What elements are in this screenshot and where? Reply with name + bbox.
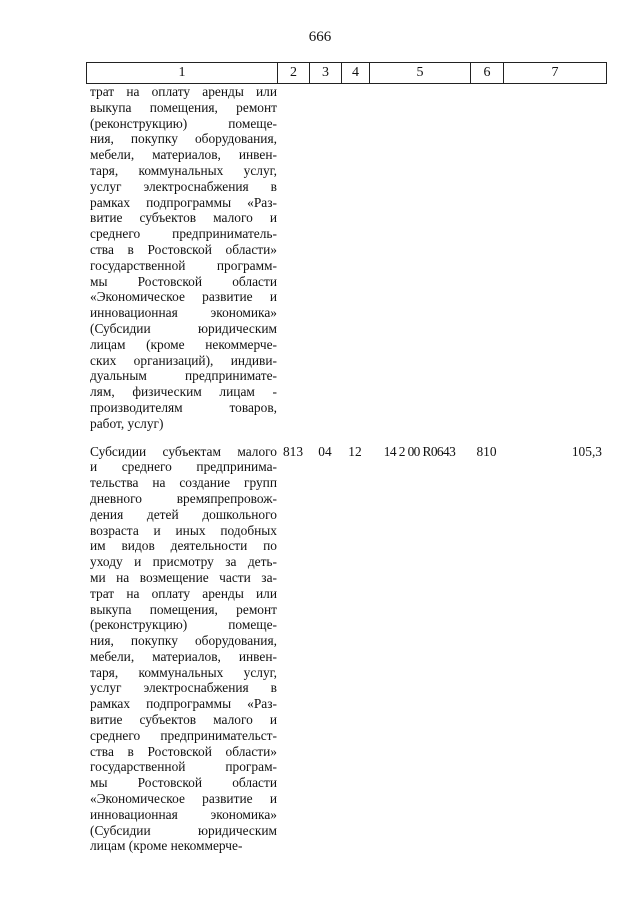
cell-target-article: 14 2 00 R0643 bbox=[383, 443, 456, 459]
description-line: трат на оплату аренды или bbox=[90, 84, 277, 99]
description-line: (реконструкцию) помеще- bbox=[90, 617, 277, 633]
description-line: услуг электроснабжения в bbox=[90, 178, 277, 194]
description-line: рамках подпрограммы «Раз- bbox=[90, 696, 277, 712]
cell-amount: 105,3 bbox=[571, 443, 602, 459]
description-line: работ, услуг) bbox=[90, 415, 164, 431]
row-description bbox=[86, 444, 277, 855]
description-line: дневного времяпрепровож- bbox=[90, 490, 277, 506]
description-line: витие субъектов малого и bbox=[90, 712, 277, 728]
column-header-2: 2 bbox=[278, 63, 310, 84]
description-line: «Экономическое развитие и bbox=[90, 791, 277, 807]
column-header-3: 3 bbox=[310, 63, 342, 84]
column-header-4: 4 bbox=[342, 63, 370, 84]
description-line: государственной програм- bbox=[90, 759, 277, 775]
description-line: мебели, материалов, инвен- bbox=[90, 648, 277, 664]
description-line: таря, коммунальных услуг, bbox=[90, 664, 277, 680]
description-line: ства в Ростовской области» bbox=[90, 743, 277, 759]
column-header-7: 7 bbox=[504, 63, 607, 84]
column-header-5: 5 bbox=[370, 63, 471, 84]
cell-ministry-code: 813 bbox=[282, 443, 304, 459]
description-line: лям, физическим лицам - bbox=[90, 384, 277, 400]
description-line: государственной программ- bbox=[90, 257, 277, 273]
cell-section: 04 bbox=[318, 443, 332, 459]
description-line: дуальным предпринимате- bbox=[90, 368, 277, 384]
page-number: 666 bbox=[308, 29, 332, 45]
row-description bbox=[86, 84, 277, 432]
description-line: лицам (кроме некоммерче- bbox=[90, 336, 277, 352]
description-line: ских организаций), индиви- bbox=[90, 352, 277, 368]
description-line: мы Ростовской области bbox=[90, 273, 277, 289]
description-line: ства в Ростовской области» bbox=[90, 241, 277, 257]
description-line: рамках подпрограммы «Раз- bbox=[90, 194, 277, 210]
description-line: ния, покупку оборудования, bbox=[90, 131, 277, 147]
description-line: и среднего предпринима- bbox=[90, 459, 277, 475]
description-line: мебели, материалов, инвен- bbox=[90, 147, 277, 163]
description-line: (Субсидии юридическим bbox=[90, 320, 277, 336]
description-line: дения детей дошкольного bbox=[90, 506, 277, 522]
description-line: «Экономическое развитие и bbox=[90, 289, 277, 305]
description-line: (Субсидии юридическим bbox=[90, 822, 277, 838]
description-line: среднего предпринимательст- bbox=[90, 727, 277, 743]
description-line: выкупа помещения, ремонт bbox=[90, 99, 277, 115]
table-body bbox=[86, 84, 606, 854]
description-line: уходу и присмотру за деть- bbox=[90, 554, 277, 570]
description-line: услуг электроснабжения в bbox=[90, 680, 277, 696]
cell-expense-type: 810 bbox=[476, 443, 497, 459]
description-line: среднего предприниматель- bbox=[90, 226, 277, 242]
description-line: им видов деятельности по bbox=[90, 538, 277, 554]
description-line: Субсидии субъектам малого bbox=[90, 443, 277, 459]
table-row bbox=[86, 84, 606, 432]
description-line: выкупа помещения, ремонт bbox=[90, 601, 277, 617]
column-header-row bbox=[87, 63, 607, 84]
description-line: ми на возмещение части за- bbox=[90, 569, 277, 585]
description-line: (реконструкцию) помеще- bbox=[90, 115, 277, 131]
description-line: мы Ростовской области bbox=[90, 775, 277, 791]
description-line: возраста и иных подобных bbox=[90, 522, 277, 538]
description-line: тельства на создание групп bbox=[90, 475, 277, 491]
column-header-6: 6 bbox=[471, 63, 504, 84]
column-header-1: 1 bbox=[87, 63, 278, 84]
description-line: производителям товаров, bbox=[90, 399, 277, 415]
description-line: инновационная экономика» bbox=[90, 305, 277, 321]
description-line: инновационная экономика» bbox=[90, 806, 277, 822]
description-line: ния, покупку оборудования, bbox=[90, 633, 277, 649]
description-line: лицам (кроме некоммерче- bbox=[90, 838, 243, 854]
cell-subsection: 12 bbox=[348, 443, 362, 459]
column-header-table bbox=[86, 62, 607, 84]
description-line: трат на оплату аренды или bbox=[90, 585, 277, 601]
table-row bbox=[86, 444, 606, 855]
description-line: таря, коммунальных услуг, bbox=[90, 162, 277, 178]
description-line: витие субъектов малого и bbox=[90, 210, 277, 226]
